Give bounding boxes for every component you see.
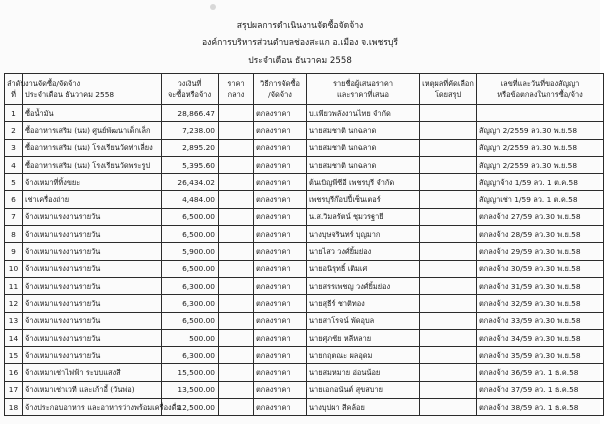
- cell-no: 13: [5, 312, 23, 329]
- col-header-item: งานจัดซื้อ/จัดจ้าง ประจำเดือน ธันวาคม 2558: [23, 74, 162, 105]
- cell-contract: ตกลงจ้าง 30/59 ลว.30 พ.ย.58: [477, 260, 604, 277]
- cell-contract: ตกลงจ้าง 33/59 ลว.30 พ.ย.58: [477, 312, 604, 329]
- cell-reason: [420, 243, 477, 260]
- cell-ref-price: [219, 347, 254, 364]
- cell-method: ตกลงราคา: [254, 381, 307, 398]
- cell-vendor: น.ส.วิมลรัตน์ ชุมวรฐายี: [307, 208, 420, 225]
- cell-ref-price: [219, 399, 254, 416]
- cell-amount: 5,900.00: [162, 243, 219, 260]
- table-row: [5, 329, 604, 346]
- cell-item: จ้างประกอบอาหาร และอาหารว่างพร้อมเครื่องดื่ม: [23, 399, 162, 416]
- cell-ref-price: [219, 364, 254, 381]
- col-header-amount: วงเงินที่ จะซื้อหรือจ้าง: [162, 74, 219, 105]
- cell-vendor: นายสมหมาย อ่อนน้อย: [307, 364, 420, 381]
- cell-reason: [420, 295, 477, 312]
- cell-contract: ตกลงจ้าง 29/59 ลว.30 พ.ย.58: [477, 243, 604, 260]
- cell-reason: [420, 364, 477, 381]
- cell-amount: 2,895.20: [162, 139, 219, 156]
- table-row: [5, 122, 604, 139]
- cell-vendor: นายอนิรุทธิ์ เติมเศ: [307, 260, 420, 277]
- cell-amount: 5,395.60: [162, 156, 219, 173]
- cell-no: 12: [5, 295, 23, 312]
- table-header-row: [5, 74, 604, 105]
- table-row: [5, 191, 604, 208]
- cell-method: ตกลงราคา: [254, 156, 307, 173]
- cell-contract: ตกลงจ้าง 37/59 ลว. 1 ธ.ค.58: [477, 381, 604, 398]
- col-header-ref-price: ราคา กลาง: [219, 74, 254, 105]
- cell-item: จ้างเหมาแรงงานรายวัน: [23, 243, 162, 260]
- cell-item: จ้างเหมาแรงงานรายวัน: [23, 226, 162, 243]
- cell-item: จ้างเหมาเช่าเวที และเก้าอี้ (วันพ่อ): [23, 381, 162, 398]
- cell-method: ตกลงราคา: [254, 329, 307, 346]
- cell-method: ตกลงราคา: [254, 105, 307, 122]
- cell-amount: 6,300.00: [162, 295, 219, 312]
- cell-amount: 6,500.00: [162, 312, 219, 329]
- cell-no: 17: [5, 381, 23, 398]
- organization-name: องค์การบริหารส่วนตำบลช่องสะแก อ.เมือง จ.เพชรบุรี: [202, 38, 398, 48]
- cell-vendor: นายสาโรจน์ พัดอุบล: [307, 312, 420, 329]
- cell-reason: [420, 312, 477, 329]
- cell-no: 4: [5, 156, 23, 173]
- cell-amount: 6,500.00: [162, 226, 219, 243]
- table-row: [5, 260, 604, 277]
- cell-method: ตกลงราคา: [254, 399, 307, 416]
- cell-contract: สัญญา 2/2559 ลว.30 พ.ย.58: [477, 156, 604, 173]
- cell-amount: 4,484.00: [162, 191, 219, 208]
- col-header-method: วิธีการจัดซื้อ /จัดจ้าง: [254, 74, 307, 105]
- punch-hole: [210, 4, 216, 10]
- cell-vendor: บ.เพียวพลังงานไทย จำกัด: [307, 105, 420, 122]
- cell-contract: [477, 105, 604, 122]
- cell-ref-price: [219, 329, 254, 346]
- cell-reason: [420, 105, 477, 122]
- cell-vendor: นายสุธีร์ ชาติทอง: [307, 295, 420, 312]
- cell-item: ซื้ออาหารเสริม (นม) โรงเรียนวัดพระรูป: [23, 156, 162, 173]
- cell-item: จ้างเหมาแรงงานรายวัน: [23, 347, 162, 364]
- cell-contract: ตกลงจ้าง 35/59 ลว.30 พ.ย.58: [477, 347, 604, 364]
- cell-vendor: ต้นเบิญพีซีอี เพชรบุรี จำกัด: [307, 174, 420, 191]
- cell-vendor: นายไสว วงศ์ยิ้มย่อง: [307, 243, 420, 260]
- cell-reason: [420, 226, 477, 243]
- cell-no: 7: [5, 208, 23, 225]
- cell-contract: ตกลงจ้าง 32/59 ลว.30 พ.ย.58: [477, 295, 604, 312]
- cell-method: ตกลงราคา: [254, 260, 307, 277]
- cell-contract: ตกลงจ้าง 34/59 ลว.30 พ.ย.58: [477, 329, 604, 346]
- cell-no: 2: [5, 122, 23, 139]
- cell-reason: [420, 260, 477, 277]
- cell-vendor: นางบุษจรินทร์ บุญมาก: [307, 226, 420, 243]
- cell-vendor: นายเอกอนันต์ สุขสบาย: [307, 381, 420, 398]
- report-period: ประจำเดือน ธันวาคม 2558: [248, 56, 352, 66]
- cell-reason: [420, 191, 477, 208]
- cell-no: 6: [5, 191, 23, 208]
- table-row: [5, 208, 604, 225]
- cell-reason: [420, 174, 477, 191]
- cell-amount: 6,500.00: [162, 260, 219, 277]
- cell-contract: สัญญาเช่า 1/59 ลว. 1 ต.ค.58: [477, 191, 604, 208]
- cell-ref-price: [219, 191, 254, 208]
- cell-amount: 6,300.00: [162, 277, 219, 294]
- cell-method: ตกลงราคา: [254, 122, 307, 139]
- cell-ref-price: [219, 260, 254, 277]
- cell-no: 14: [5, 329, 23, 346]
- cell-amount: 28,866.47: [162, 105, 219, 122]
- cell-item: ซื้ออาหารเสริม (นม) โรงเรียนวัดท่าเลี่ยง: [23, 139, 162, 156]
- cell-vendor: นายสมชาติ นกฉลาด: [307, 156, 420, 173]
- cell-ref-price: [219, 312, 254, 329]
- cell-reason: [420, 277, 477, 294]
- cell-vendor: นายกฤตณะ ผลอุดม: [307, 347, 420, 364]
- table-row: [5, 364, 604, 381]
- table-row: [5, 226, 604, 243]
- cell-reason: [420, 122, 477, 139]
- cell-ref-price: [219, 295, 254, 312]
- table-row: [5, 312, 604, 329]
- cell-ref-price: [219, 105, 254, 122]
- cell-item: จ้างเหมาแรงงานรายวัน: [23, 312, 162, 329]
- cell-ref-price: [219, 122, 254, 139]
- col-header-no: ลำดับ ที่: [5, 74, 23, 105]
- cell-amount: 6,500.00: [162, 208, 219, 225]
- cell-no: 16: [5, 364, 23, 381]
- cell-vendor: นายสมชาติ นกฉลาด: [307, 122, 420, 139]
- cell-reason: [420, 399, 477, 416]
- cell-ref-price: [219, 139, 254, 156]
- cell-method: ตกลงราคา: [254, 226, 307, 243]
- table-row: [5, 347, 604, 364]
- table-body: [5, 105, 604, 416]
- col-header-reason: เหตุผลที่คัดเลือก โดยสรุป: [420, 74, 477, 105]
- cell-method: ตกลงราคา: [254, 208, 307, 225]
- cell-ref-price: [219, 156, 254, 173]
- cell-contract: ตกลงจ้าง 28/59 ลว.30 พ.ย.58: [477, 226, 604, 243]
- cell-contract: ตกลงจ้าง 31/59 ลว.30 พ.ย.58: [477, 277, 604, 294]
- cell-ref-price: [219, 381, 254, 398]
- cell-contract: ตกลงจ้าง 38/59 ลว. 1 ธ.ค.58: [477, 399, 604, 416]
- cell-no: 10: [5, 260, 23, 277]
- cell-no: 18: [5, 399, 23, 416]
- table-row: [5, 243, 604, 260]
- cell-vendor: นายศุภชัย หลีหลาย: [307, 329, 420, 346]
- col-header-contract: เลขที่และวันที่ของสัญญา หรือข้อตกลงในการซื้อ/จ้าง: [477, 74, 604, 105]
- cell-item: จ้างเหมาที่ทิ้งขยะ: [23, 174, 162, 191]
- cell-reason: [420, 381, 477, 398]
- cell-amount: 500.00: [162, 329, 219, 346]
- cell-ref-price: [219, 277, 254, 294]
- cell-vendor: นายสมชาติ นกฉลาด: [307, 139, 420, 156]
- cell-item: จ้างเหมาแรงงานรายวัน: [23, 208, 162, 225]
- cell-ref-price: [219, 174, 254, 191]
- table-row: [5, 399, 604, 416]
- cell-no: 1: [5, 105, 23, 122]
- cell-item: จ้างเหมาเช่าไฟฟ้า ระบบแสงสี: [23, 364, 162, 381]
- cell-amount: 15,500.00: [162, 364, 219, 381]
- cell-contract: ตกลงจ้าง 36/59 ลว. 1 ธ.ค.58: [477, 364, 604, 381]
- cell-no: 15: [5, 347, 23, 364]
- cell-contract: ตกลงจ้าง 27/59 ลว.30 พ.ย.58: [477, 208, 604, 225]
- cell-amount: 12,500.00: [162, 399, 219, 416]
- cell-no: 3: [5, 139, 23, 156]
- cell-item: จ้างเหมาแรงงานรายวัน: [23, 295, 162, 312]
- cell-ref-price: [219, 208, 254, 225]
- cell-reason: [420, 156, 477, 173]
- table-row: [5, 174, 604, 191]
- cell-amount: 6,300.00: [162, 347, 219, 364]
- cell-contract: สัญญา 2/2559 ลว.30 พ.ย.58: [477, 122, 604, 139]
- cell-method: ตกลงราคา: [254, 174, 307, 191]
- cell-no: 9: [5, 243, 23, 260]
- cell-method: ตกลงราคา: [254, 364, 307, 381]
- cell-no: 11: [5, 277, 23, 294]
- cell-method: ตกลงราคา: [254, 139, 307, 156]
- cell-method: ตกลงราคา: [254, 295, 307, 312]
- cell-no: 8: [5, 226, 23, 243]
- cell-method: ตกลงราคา: [254, 312, 307, 329]
- table-row: [5, 295, 604, 312]
- cell-vendor: นางบุปผา สีคล้อย: [307, 399, 420, 416]
- cell-item: ซื้อน้ำมัน: [23, 105, 162, 122]
- report-title: สรุปผลการดำเนินงานจัดซื้อจัดจ้าง: [236, 21, 364, 31]
- cell-item: จ้างเหมาแรงงานรายวัน: [23, 260, 162, 277]
- cell-item: เช่าเครื่องถ่าย: [23, 191, 162, 208]
- cell-amount: 13,500.00: [162, 381, 219, 398]
- cell-method: ตกลงราคา: [254, 347, 307, 364]
- col-header-vendor: รายชื่อผู้เสนอราคา และราคาที่เสนอ: [307, 74, 420, 105]
- cell-reason: [420, 329, 477, 346]
- cell-item: จ้างเหมาแรงงานรายวัน: [23, 277, 162, 294]
- cell-reason: [420, 139, 477, 156]
- cell-method: ตกลงราคา: [254, 191, 307, 208]
- cell-contract: สัญญา 2/2559 ลว.30 พ.ย.58: [477, 139, 604, 156]
- table-row: [5, 156, 604, 173]
- cell-amount: 26,434.02: [162, 174, 219, 191]
- cell-method: ตกลงราคา: [254, 243, 307, 260]
- cell-item: ซื้ออาหารเสริม (นม) ศูนย์พัฒนาเด็กเล็ก: [23, 122, 162, 139]
- cell-ref-price: [219, 243, 254, 260]
- cell-reason: [420, 208, 477, 225]
- cell-method: ตกลงราคา: [254, 277, 307, 294]
- procurement-table: [4, 73, 604, 416]
- cell-vendor: นายสรรเพชญ วงศ์ยิ้มย่อง: [307, 277, 420, 294]
- table-row: [5, 277, 604, 294]
- cell-ref-price: [219, 226, 254, 243]
- cell-no: 5: [5, 174, 23, 191]
- cell-vendor: เพชรบุรีก๊อปปี้เซ็นเตอร์: [307, 191, 420, 208]
- table-row: [5, 105, 604, 122]
- table-row: [5, 139, 604, 156]
- cell-amount: 7,238.00: [162, 122, 219, 139]
- table-row: [5, 381, 604, 398]
- cell-reason: [420, 347, 477, 364]
- cell-item: จ้างเหมาแรงงานรายวัน: [23, 329, 162, 346]
- cell-contract: สัญญาจ้าง 1/59 ลว. 1 ต.ค.58: [477, 174, 604, 191]
